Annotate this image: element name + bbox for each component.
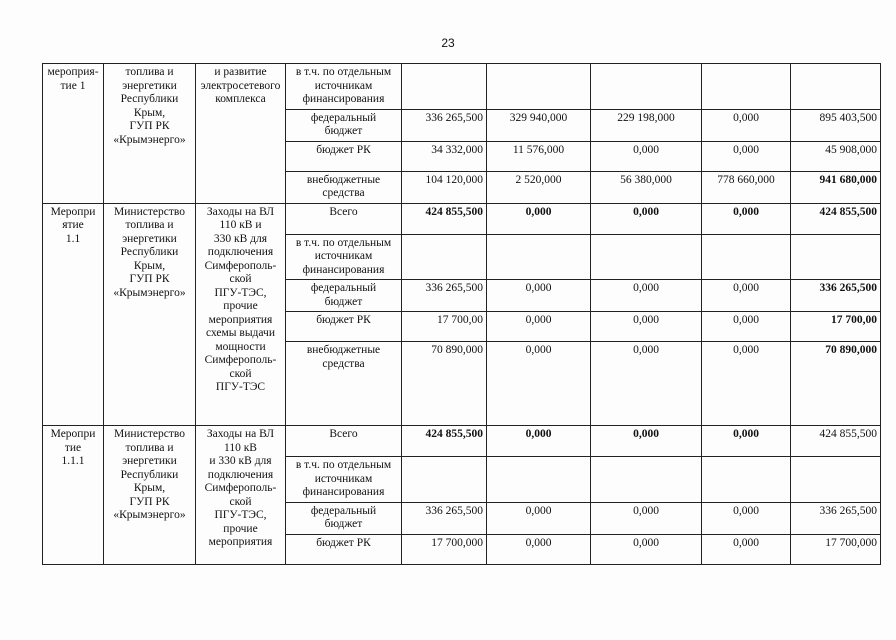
amount-cell: 0,000 [702, 502, 791, 534]
amount-cell: 0,000 [487, 203, 591, 234]
funding-source-cell: федеральный бюджет [286, 502, 402, 534]
amount-cell: 2 520,000 [487, 171, 591, 203]
amount-cell: 336 265,500 [402, 502, 487, 534]
amount-cell: 56 380,000 [591, 171, 702, 203]
amount-cell: 424 855,500 [402, 426, 487, 457]
funding-source-cell: Всего [286, 426, 402, 457]
amount-cell: 0,000 [591, 342, 702, 426]
amount-cell: 0,000 [591, 203, 702, 234]
executor-cell: Министерство топлива и энергетики Республики Крым, ГУП РК «Крымэнерго» [104, 203, 196, 426]
table-row [43, 64, 881, 110]
event-number-cell: Меропри тие 1.1.1 [43, 426, 104, 565]
amount-cell [702, 457, 791, 503]
amount-cell: 17 700,000 [791, 534, 881, 564]
amount-cell: 0,000 [702, 141, 791, 171]
amount-cell: 0,000 [591, 312, 702, 342]
amount-cell: 17 700,000 [402, 534, 487, 564]
amount-cell: 0,000 [487, 426, 591, 457]
table-row [43, 426, 881, 457]
amount-cell [791, 234, 881, 280]
funding-source-cell: федеральный бюджет [286, 280, 402, 312]
amount-cell: 0,000 [487, 502, 591, 534]
amount-cell: 424 855,500 [791, 203, 881, 234]
amount-cell: 70 890,000 [791, 342, 881, 426]
funding-source-cell: в т.ч. по отдельным источникам финансирования [286, 64, 402, 110]
amount-cell: 336 265,500 [791, 502, 881, 534]
amount-cell [402, 457, 487, 503]
amount-cell: 424 855,500 [791, 426, 881, 457]
amount-cell [591, 64, 702, 110]
funding-source-cell: федеральный бюджет [286, 109, 402, 141]
amount-cell: 0,000 [702, 534, 791, 564]
amount-cell: 336 265,500 [402, 109, 487, 141]
amount-cell: 424 855,500 [402, 203, 487, 234]
amount-cell: 70 890,000 [402, 342, 487, 426]
amount-cell: 0,000 [591, 280, 702, 312]
page-number: 23 [441, 36, 455, 50]
amount-cell [591, 234, 702, 280]
amount-cell [791, 64, 881, 110]
amount-cell [487, 64, 591, 110]
amount-cell: 0,000 [702, 280, 791, 312]
amount-cell: 0,000 [702, 109, 791, 141]
executor-cell: Министерство топлива и энергетики Республики Крым, ГУП РК «Крымэнерго» [104, 426, 196, 565]
funding-source-cell: внебюджетные средства [286, 342, 402, 426]
amount-cell: 17 700,00 [791, 312, 881, 342]
amount-cell: 0,000 [702, 342, 791, 426]
amount-cell: 0,000 [591, 534, 702, 564]
funding-source-cell: в т.ч. по отдельным источникам финансирования [286, 457, 402, 503]
financing-table [42, 63, 881, 565]
amount-cell: 11 576,000 [487, 141, 591, 171]
executor-cell: топлива и энергетики Республики Крым, ГУП РК «Крымэнерго» [104, 64, 196, 204]
amount-cell: 0,000 [487, 342, 591, 426]
funding-source-cell: в т.ч. по отдельным источникам финансирования [286, 234, 402, 280]
amount-cell: 0,000 [591, 141, 702, 171]
event-name-cell: и развитие электросетевого комплекса [196, 64, 286, 204]
amount-cell: 336 265,500 [791, 280, 881, 312]
amount-cell [487, 234, 591, 280]
amount-cell: 0,000 [591, 426, 702, 457]
amount-cell [402, 234, 487, 280]
funding-source-cell: бюджет РК [286, 534, 402, 564]
amount-cell: 0,000 [702, 426, 791, 457]
amount-cell: 0,000 [702, 312, 791, 342]
event-number-cell: Меропри ятие 1.1 [43, 203, 104, 426]
amount-cell [487, 457, 591, 503]
amount-cell [702, 64, 791, 110]
amount-cell [591, 457, 702, 503]
amount-cell: 0,000 [487, 280, 591, 312]
event-number-cell: мероприя- тие 1 [43, 64, 104, 204]
amount-cell: 0,000 [591, 502, 702, 534]
amount-cell [702, 234, 791, 280]
funding-source-cell: бюджет РК [286, 141, 402, 171]
amount-cell [791, 457, 881, 503]
amount-cell: 329 940,000 [487, 109, 591, 141]
amount-cell: 895 403,500 [791, 109, 881, 141]
funding-source-cell: бюджет РК [286, 312, 402, 342]
event-name-cell: Заходы на ВЛ 110 кВ и 330 кВ для подключения Симферополь- ской ПГУ-ТЭС, прочие мероприятия [196, 426, 286, 565]
amount-cell: 0,000 [702, 203, 791, 234]
table-row [43, 203, 881, 234]
amount-cell [402, 64, 487, 110]
amount-cell: 229 198,000 [591, 109, 702, 141]
funding-source-cell: Всего [286, 203, 402, 234]
amount-cell: 17 700,00 [402, 312, 487, 342]
amount-cell: 941 680,000 [791, 171, 881, 203]
event-name-cell: Заходы на ВЛ 110 кВ и 330 кВ для подключения Симферополь- ской ПГУ-ТЭС, прочие мероприятия схемы выдачи мощности Симферополь- ской ПГУ-ТЭС [196, 203, 286, 426]
amount-cell: 45 908,000 [791, 141, 881, 171]
amount-cell: 34 332,000 [402, 141, 487, 171]
funding-source-cell: внебюджетные средства [286, 171, 402, 203]
amount-cell: 0,000 [487, 312, 591, 342]
amount-cell: 0,000 [487, 534, 591, 564]
amount-cell: 104 120,000 [402, 171, 487, 203]
amount-cell: 778 660,000 [702, 171, 791, 203]
amount-cell: 336 265,500 [402, 280, 487, 312]
